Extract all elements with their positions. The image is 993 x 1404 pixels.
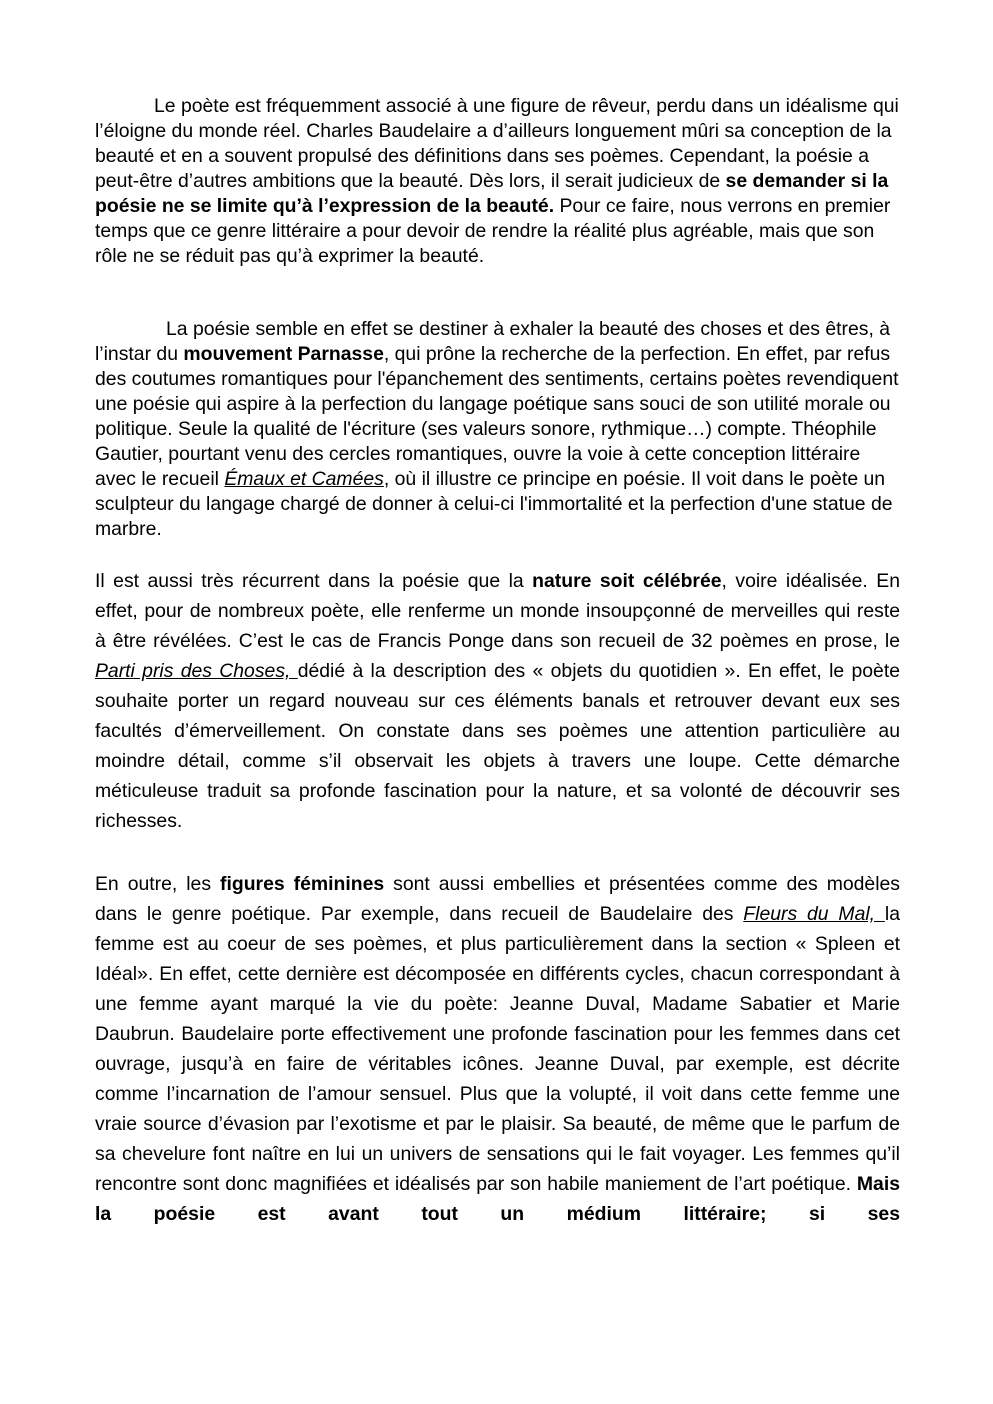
text-span: La poésie semble en effet se destiner à exhaler la beauté des choses et des êtres, à l’instar du [95,318,891,365]
book-title: Émaux et Camées [224,468,384,490]
book-title: Fleurs du Mal, [743,903,885,925]
text-span: la femme est au coeur de ses poèmes, et plus particulièrement dans la section « Spleen et Idéal». En effet, cette dernière est décomposée en différents cycles, chacun correspondant à une femme ayant marqué la vie du poète: Jeanne Duval, Madame Sabatier et Marie Daubrun. Baudelaire porte effectivement une profonde fascination pour les femmes dans cet ouvrage, jusqu’à en faire de véritables icônes. Jeanne Duval, par exemple, est décrite comme l’incarnation de l’amour sensuel. Plus que la volupté, il voit dans cette femme une vraie source d’évasion par l’exotisme et par le plaisir. Sa beauté, de même que le parfum de sa chevelure font naître en lui un univers de sensations qui le fait voyager. Les femmes qu’il rencontre sont donc magnifiées et idéalisés par son habile maniement de l’art poétique. [95,903,900,1195]
paragraph-nature [95,566,900,836]
bold-text: se demander si la poésie ne se limite qu’à l’expression de la beauté. [95,170,889,217]
paragraph-figures-feminines [95,869,900,1229]
bold-text: nature soit célébrée [532,570,722,592]
text-span: dédié à la description des « objets du quotidien ». En effet, le poète souhaite porter un regard nouveau sur ces éléments banals et retrouver devant eux ses facultés d’émerveillement. On constate dans ses poèmes une attention particulière au moindre détail, comme s’il observait les objets à travers une loupe. Cette démarche méticuleuse traduit sa profonde fascination pour la nature, et sa volonté de découvrir ses richesses. [95,660,901,832]
text-span: Il est aussi très récurrent dans la poésie que la [95,570,533,592]
text-span: , où il illustre ce principe en poésie. Il voit dans le poète un sculpteur du langage chargé de donner à celui-ci l'immortalité et la perfection d'une statue de marbre. [95,468,893,540]
text-span: sont aussi embellies et présentées comme des modèles dans le genre poétique. Par exemple, dans recueil de Baudelaire des [95,873,900,925]
bold-text: Mais la poésie est avant tout un médium littéraire; si ses [95,1173,900,1225]
text-span: , voire idéalisée. En effet, pour de nombreux poète, elle renferme un monde insoupçonné de merveilles qui reste à être révélées. C’est le cas de Francis Ponge dans son recueil de 32 poèmes en prose, le [95,570,900,652]
paragraph-parnasse [95,317,900,542]
book-title: Parti pris des Choses, [95,660,298,682]
paragraph-introduction [95,94,900,269]
bold-text: figures féminines [220,873,385,895]
text-span: Le poète est fréquemment associé à une figure de rêveur, perdu dans un idéalisme qui l’éloigne du monde réel. Charles Baudelaire a d’ailleurs longuement mûri sa conception de la beauté et en a souvent propulsé des définitions dans ses poèmes. Cependant, la poésie a peut-être d’autres ambitions que la beauté. Dès lors, il serait judicieux de [95,95,899,192]
text-span: En outre, les [95,873,221,895]
bold-text: mouvement Parnasse [183,343,384,365]
text-span: , qui prône la recherche de la perfection. En effet, par refus des coutumes romantiques pour l'épanchement des sentiments, certains poètes revendiquent une poésie qui aspire à la perfection du langage poétique sans souci de son utilité morale ou politique. Seule la qualité de l'écriture (ses valeurs sonore, rythmique…) compte. Théophile Gautier, pourtant venu des cercles romantiques, ouvre la voie à cette conception littéraire avec le recueil [95,343,899,490]
text-span: Pour ce faire, nous verrons en premier temps que ce genre littéraire a pour devoir de rendre la réalité plus agréable, mais que son rôle ne se réduit pas qu’à exprimer la beauté. [95,195,891,267]
